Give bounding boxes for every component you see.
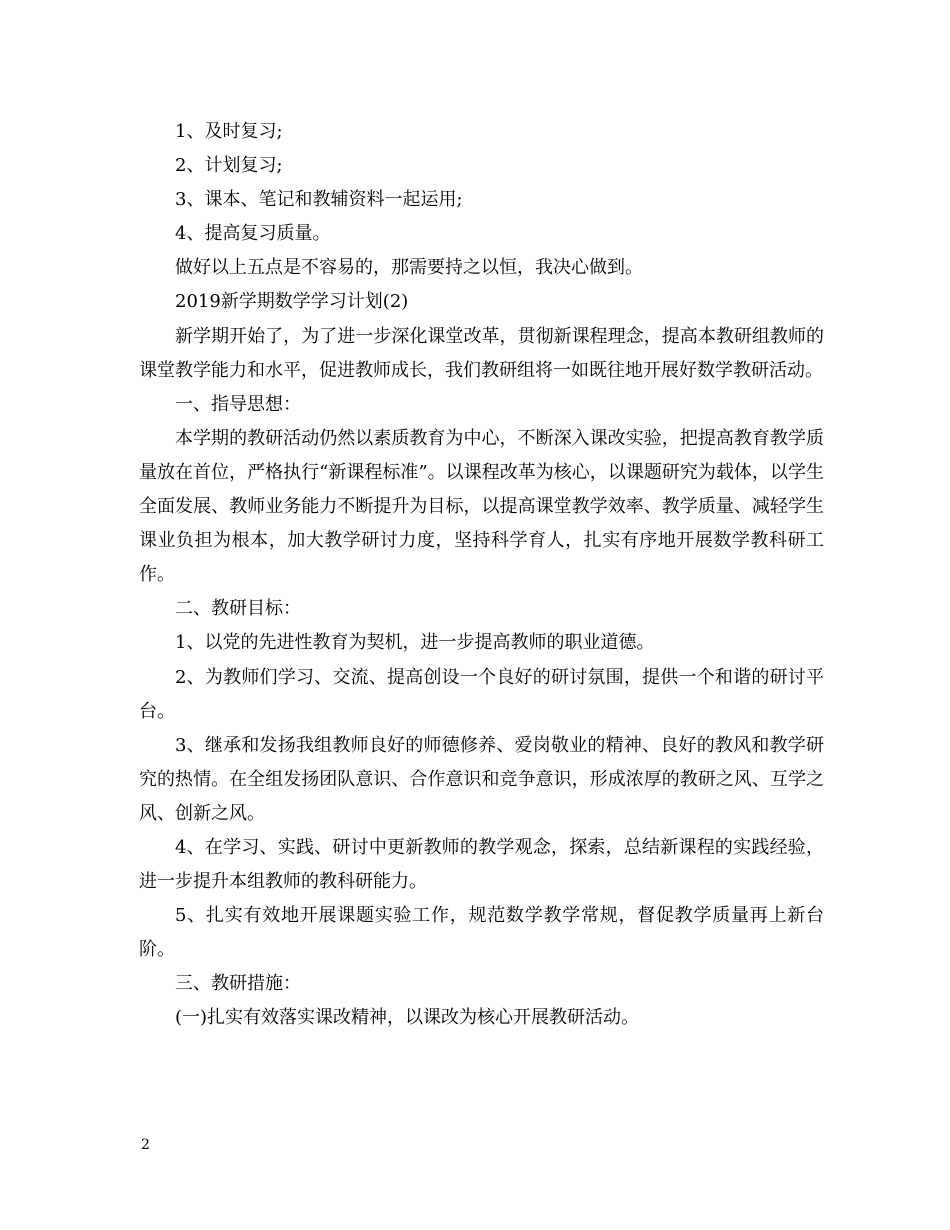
paragraph: 1、以党的先进性教育为契机，进一步提高教师的职业道德。 <box>175 632 655 654</box>
paragraph: 3、课本、笔记和教辅资料一起运用; <box>175 189 463 211</box>
section-heading: 三、教研措施： <box>175 973 301 995</box>
paragraph: (一)扎实有效落实课改精神，以课改为核心开展教研活动。 <box>175 1007 640 1029</box>
paragraph: 4、在学习、实践、研讨中更新教师的教学观念，探索，总结新课程的实践经验，进一步提升本组教师的教科研能力。 <box>139 836 824 893</box>
document-body <box>139 115 824 1036</box>
paragraph: 做好以上五点是不容易的，那需要持之以恒，我决心做到。 <box>175 257 643 279</box>
paragraph: 3、继承和发扬我组教师良好的师德修养、爱岗敬业的精神、良好的教风和教学研究的热情。在全组发扬团队意识、合作意识和竞争意识，形成浓厚的教研之风、互学之风、创新之风。 <box>139 734 824 824</box>
section-heading: 二、教研目标： <box>175 598 301 620</box>
paragraph: 2、为教师们学习、交流、提高创设一个良好的研讨氛围，提供一个和谐的研讨平台。 <box>139 666 824 722</box>
section-heading: 一、指导思想： <box>175 393 301 415</box>
page-number: 2 <box>141 1137 150 1153</box>
paragraph: 本学期的教研活动仍然以素质教育为中心，不断深入课改实验，把提高教育教学质量放在首位，严格执行“新课程标准”。以课程改革为核心，以课题研究为载体，以学生全面发展、教师业务能力不断提升为目标，以提高课堂教学效率、教学质量、减轻学生课业负担为根本，加大教学研讨力度，坚持科学育人，扎实有序地开展数学教科研工作。 <box>139 427 824 586</box>
paragraph: 新学期开始了，为了进一步深化课堂改革，贯彻新课程理念，提高本教研组教师的课堂教学能力和水平，促进教师成长，我们教研组将一如既往地开展好数学教研活动。 <box>139 325 824 381</box>
paragraph: 1、及时复习; <box>175 121 283 142</box>
paragraph: 5、扎实有效地开展课题实验工作，规范数学教学常规，督促教学质量再上新台阶。 <box>139 905 824 961</box>
paragraph: 2、计划复习; <box>175 155 283 177</box>
section-title: 2019新学期数学学习计划(2) <box>175 291 409 313</box>
paragraph: 4、提高复习质量。 <box>175 223 331 245</box>
